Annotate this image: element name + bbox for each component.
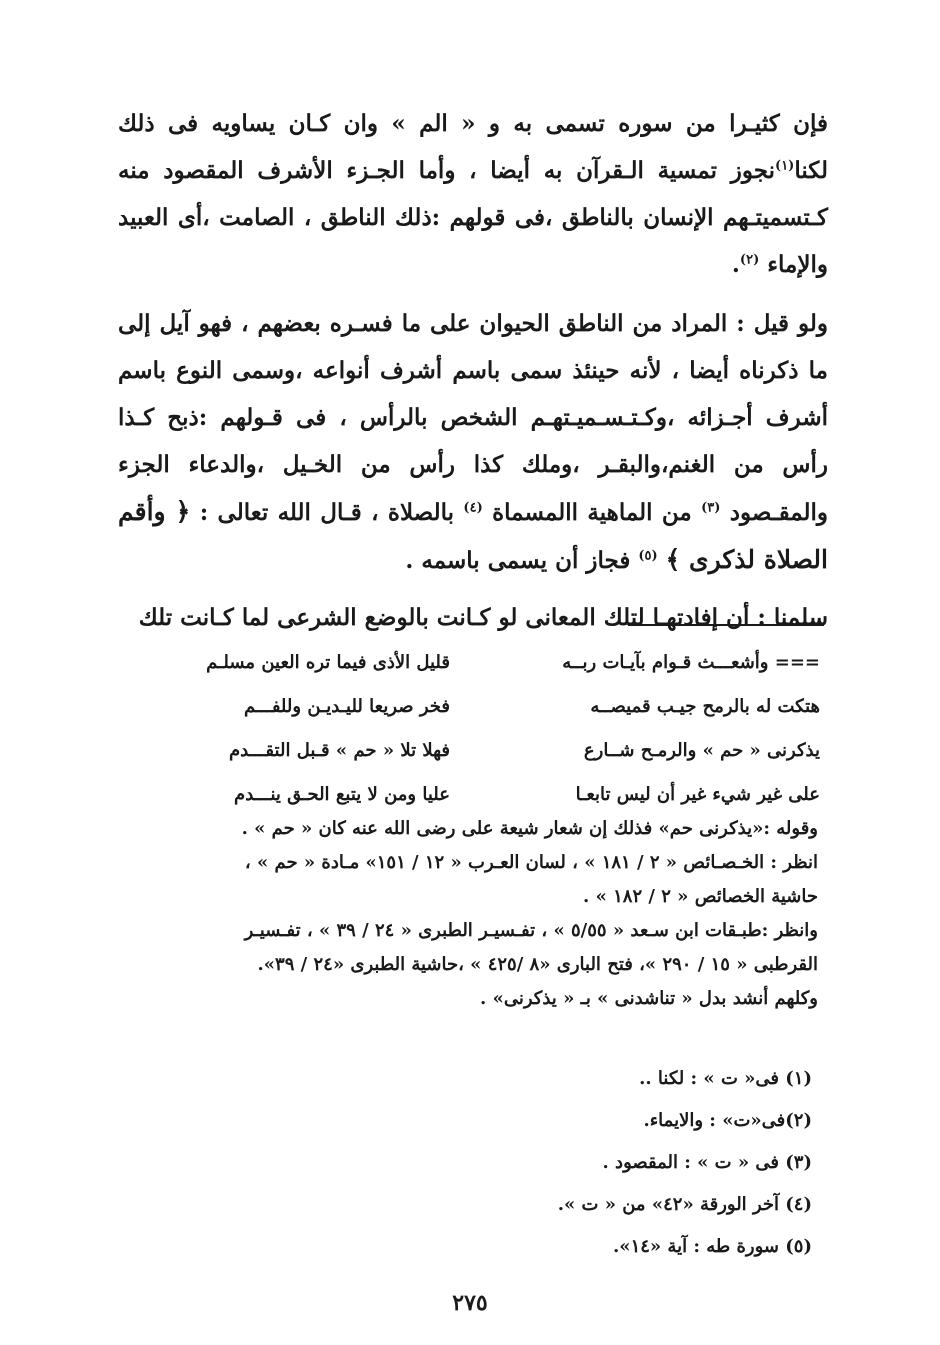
note-line: وانظر :طبـقات ابن سـعد « ٥/٥٥ » ، تفـسيـر الطبرى « ٢٤ / ٣٩ » ، تفـسيـر bbox=[244, 920, 818, 941]
footnote-separator bbox=[628, 624, 824, 626]
poem-hemistich-right: === وأشعـــث قـوام بآيـات ربــه bbox=[562, 651, 820, 673]
para1-end: . bbox=[731, 251, 740, 278]
para1-line3: بالناطق ،فى قولهم :ذلك الناطق ، الصامت ،أى العبيد والإماء bbox=[118, 204, 828, 278]
note-line: وقوله :«يذكرنى حم» فذلك إن شعار شيعة على رضى الله عنه كان « حم » . bbox=[241, 818, 818, 839]
para2-text-b: من الماهية االمسماة bbox=[492, 499, 692, 526]
para3-text: : أن إفادتهـا لتلك المعانى لو كـانت بالوضع الشرعى لما كـانت تلك bbox=[138, 604, 766, 631]
para1-line1-b: نجوز bbox=[730, 157, 776, 184]
poem-hemistich-left: قليل الأذى فيما تره العين مسلـم bbox=[206, 651, 450, 673]
poem-hemistich-right: على غير شيء غير أن ليس تابعـا bbox=[575, 783, 820, 805]
poem-row bbox=[150, 728, 820, 772]
footnotes bbox=[400, 1058, 812, 1268]
paragraph-1 bbox=[118, 100, 828, 288]
footnote-ref-4: (٤) bbox=[463, 500, 483, 516]
poem bbox=[150, 640, 820, 816]
poem-hemistich-left: فهلا تلا « حم » قـبل التقـــدم bbox=[229, 739, 450, 761]
source-notes bbox=[118, 812, 818, 1016]
paragraph-3 bbox=[118, 594, 828, 641]
note-line: القرطبى « ١٥ / ٢٩٠ »، فتح البارى «٨ /٤٢٥ » ،حاشية الطبرى «٢٤ / ٣٩». bbox=[257, 954, 818, 975]
para2-text-c: بالصلاة ، قـال الله تعالى : bbox=[199, 499, 455, 526]
para1-line1-a: فإن كثيـرا من سوره تسمى به و « الم » وان كـان يساويه فى ذلك لكنا bbox=[118, 110, 828, 184]
footnote-5: (٥) سورة طه : آية «١٤». bbox=[613, 1236, 812, 1257]
note-line: انظر : الخـصـائص « ٢ / ١٨١ » ، لسان العـرب « ١٢ / ١٥١» مـادة « حم » ، bbox=[244, 852, 818, 873]
footnote-1: (١) فى« ت » : لكنا .. bbox=[639, 1068, 812, 1089]
para2-lead: ولو قيل bbox=[753, 310, 829, 337]
paragraph-2 bbox=[118, 300, 828, 584]
para3-lead: سلمنا bbox=[773, 604, 828, 631]
footnote-2: (٢)فى«ت» : والايماء. bbox=[643, 1110, 812, 1131]
poem-row bbox=[150, 640, 820, 684]
note-line: حاشية الخصائص « ٢ / ١٨٢ » . bbox=[583, 886, 818, 907]
poem-hemistich-left: فخر صريعا لليـديـن وللفـــم bbox=[244, 695, 450, 717]
footnote-ref-1: (١) bbox=[775, 158, 795, 174]
para1-line2: تمسية الـقرآن به أيضا ، وأما الجـزء الأشرف المقصود منه كـتسميتـهم الإنسان bbox=[118, 157, 829, 231]
poem-row bbox=[150, 684, 820, 728]
footnote-ref-5: (٥) bbox=[638, 548, 658, 564]
footnote-3: (٣) فى « ت » : المقصود . bbox=[602, 1152, 812, 1173]
note-line: وكلهم أنشد بدل « تناشدنى » بـ « يذكرنى» . bbox=[480, 988, 818, 1009]
footnote-4: (٤) آخر الورقة «٤٢» من « ت ». bbox=[557, 1194, 812, 1215]
para2-text-d: فجاز أن يسمى باسمه . bbox=[405, 547, 631, 574]
page-number: ٢٧٥ bbox=[452, 1290, 488, 1316]
poem-hemistich-left: عليا ومن لا يتبع الحـق ينـــدم bbox=[234, 783, 450, 805]
footnote-ref-3: (٣) bbox=[701, 500, 721, 516]
poem-hemistich-right: هتكت له بالرمح جيـب قميصــه bbox=[590, 695, 820, 717]
footnote-ref-2: (٢) bbox=[739, 252, 760, 268]
main-text bbox=[118, 100, 828, 641]
para2-text-a: : المراد من الناطق الحيوان على ما فسـره بعضهم ، فهو آيل إلى ما ذكرناه أيضا ، لأنه حينئذ سمى باسم أشرف أنواعه ،وسمى النوع باسم أشرف أجـزائه ،وكـتـسـميـتهـم الشخص بالرأس ، فى قـولهم :ذبح كـذا رأس من الغنم،والبقـر ،وملك كذا رأس من الخـيل ،والدعاء الجزء والمقـصود bbox=[118, 310, 829, 526]
poem-row bbox=[150, 772, 820, 816]
poem-hemistich-right: يذكرنى « حم » والرمـح شــارع bbox=[583, 739, 820, 761]
quran-verse: ﴿ وأقم الصلاة لذكرى ﴾ bbox=[118, 497, 828, 574]
